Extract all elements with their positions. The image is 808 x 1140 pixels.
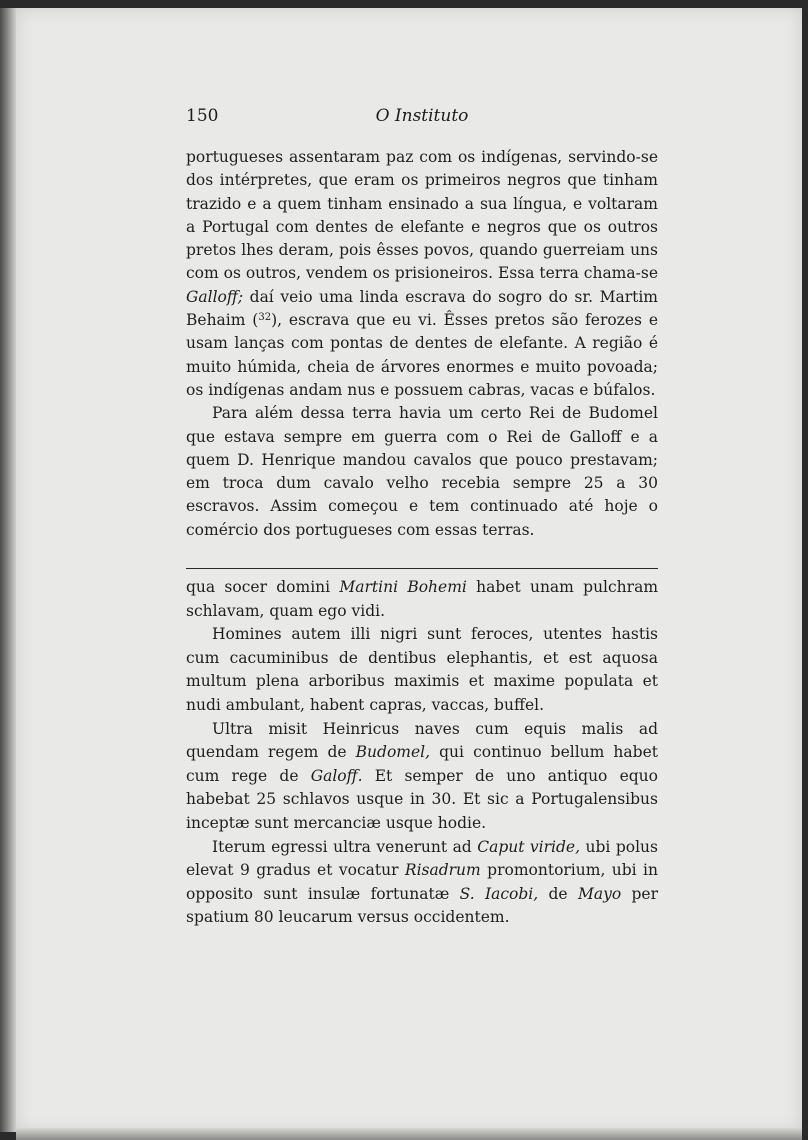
footnote-reference: 32: [258, 312, 272, 324]
latin-text: [186, 576, 658, 930]
running-title: O Instituto: [375, 106, 469, 126]
paragraph: Para além dessa terra havia um certo Rei de Budomel que estava sempre em guerra com o Rei de Galloff e a quem D. Henrique mandou cavalos que pouco prestavam; em troca dum cavalo velho recebia sempre 25 a 30 escravos. Assim começou e tem continuado até hoje o comércio dos portugueses com essas terras.: [186, 404, 658, 539]
paragraph: qua socer domini Martini Bohemi habet unam pulchram schlavam, quam ego vidi.: [186, 578, 659, 620]
footnote-divider: [186, 568, 658, 569]
portuguese-text: [186, 146, 658, 542]
page-edge-left: [0, 8, 16, 1132]
page-number: 150: [186, 106, 219, 126]
page-edge-bottom: [16, 1128, 802, 1140]
page-header: [186, 106, 658, 130]
paragraph: Homines autem illi nigri sunt feroces, utentes hastis cum cacuminibus de dentibus elephantis, et est aquosa multum plena arboribus maximis et maxime populata et nudi ambulant, habent capras, vaccas, buffel.: [186, 625, 658, 714]
paragraph: Ultra misit Heinricus naves cum equis malis ad quendam regem de Budomel, qui continuo bellum habet cum rege de Galoff. Et semper de uno antiquo equo habebat 25 schlavos usque in 30. Et sic a Portugalensibus inceptæ sunt mercanciæ usque hodie.: [186, 719, 658, 832]
paragraph: portugueses assentaram paz com os indígenas, servindo-se dos intérpretes, que eram os primeiros negros que tinham trazido e a quem tinham ensinado a sua língua, e voltaram a Portugal com dentes de elefante e negros que os outros pretos lhes deram, pois êsses povos, quando guerreiam uns com os outros, vendem os prisioneiros. Essa terra chama-se Galloff; daí veio uma linda escrava do sogro do sr. Martim Behaim ($^{32}$), escrava que eu vi. Êsses pretos são ferozes e usam lanças com pontas de dentes de elefante. A região é muito húmida, cheia de árvores enormes e muito povoada; os indígenas andam nus e possuem cabras, vacas e búfalos.: [186, 148, 658, 399]
paragraph: Iterum egressi ultra venerunt ad Caput viride, ubi polus elevat 9 gradus et vocatur Risadrum promontorium, ubi in opposito sunt insulæ fortunatæ S. Iacobi, de Mayo per spatium 80 leucarum versus occidentem.: [186, 837, 659, 927]
